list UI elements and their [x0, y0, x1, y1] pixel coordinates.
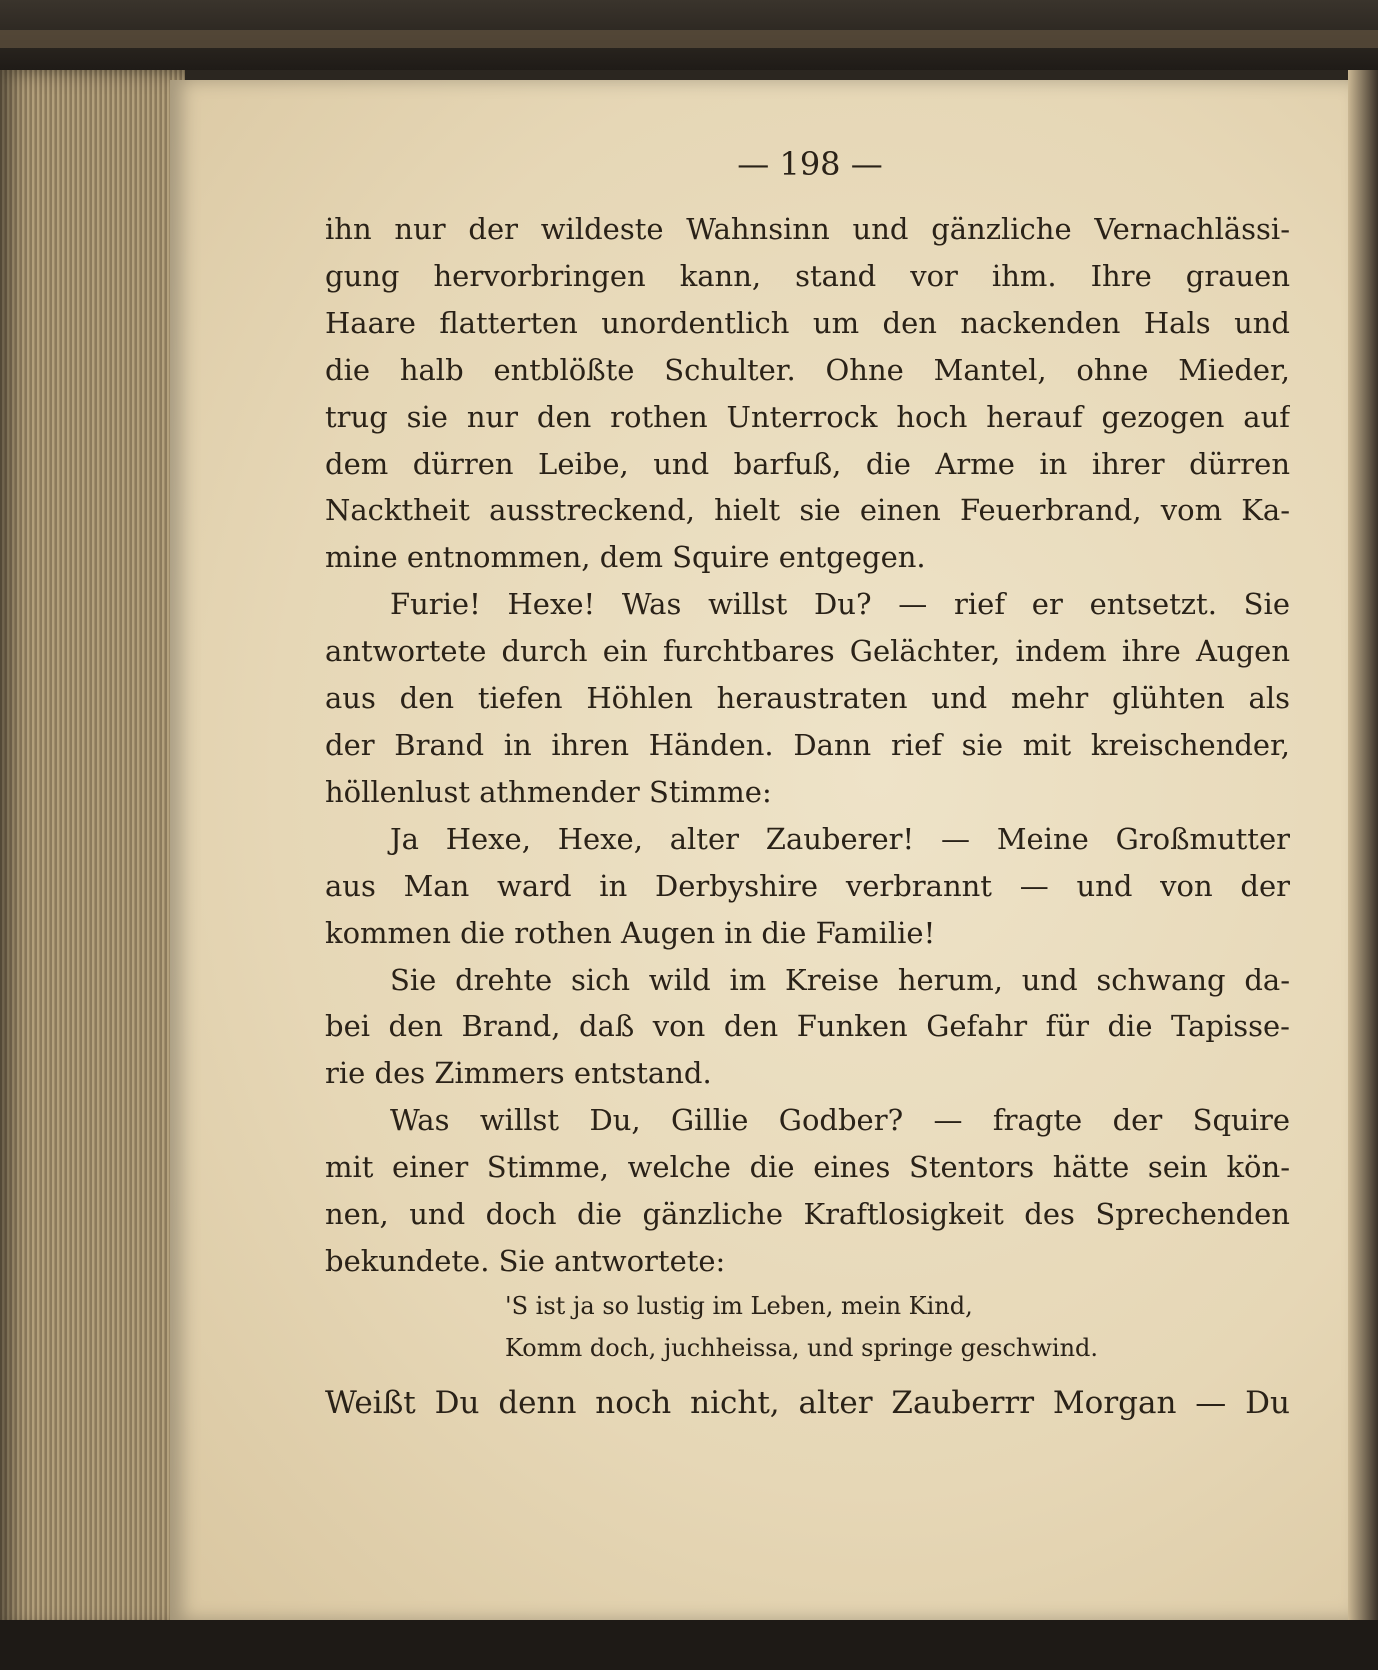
verse-block [505, 1285, 1098, 1369]
page-number: — 198 — [737, 145, 883, 183]
text-line: bekundete. Sie antwortete: [325, 1243, 726, 1278]
text-line: rie des Zimmers entstand. [325, 1056, 712, 1091]
text-line: Haare flatterten unordentlich um den nackenden Hals und [325, 305, 1290, 340]
text-line: Ja Hexe, Hexe, alter Zauberer! — Meine Großmutter [390, 821, 1290, 856]
text-line: aus Man ward in Derbyshire verbrannt — und von der [325, 868, 1290, 903]
text-line: Sie drehte sich wild im Kreise herum, und schwang da- [390, 962, 1290, 997]
book-right-edge [1348, 70, 1378, 1670]
text-line: nen, und doch die gänzliche Kraftlosigkeit des Sprechenden [325, 1197, 1290, 1232]
verse-line: Komm doch, juchheissa, und springe geschwind. [505, 1334, 1099, 1362]
background-bottom [0, 1620, 1378, 1670]
text-line: aus den tiefen Höhlen heraustraten und mehr glühten als [325, 681, 1290, 716]
text-line: Furie! Hexe! Was willst Du? — rief er entsetzt. Sie [390, 587, 1290, 622]
book-spine-top [0, 0, 1378, 70]
text-line: antwortete durch ein furchtbares Gelächter, indem ihre Augen [325, 634, 1290, 669]
text-line: höllenlust athmender Stimme: [325, 774, 772, 809]
text-line: dem dürren Leibe, und barfuß, die Arme in ihrer dürren [325, 446, 1290, 481]
text-line: der Brand in ihren Händen. Dann rief sie mit kreischender, [325, 727, 1290, 762]
page-stack-edge [0, 70, 185, 1630]
text-line: Nacktheit ausstreckend, hielt sie einen Feuerbrand, vom Ka- [325, 493, 1290, 528]
text-line: die halb entblößte Schulter. Ohne Mantel, ohne Mieder, [325, 352, 1290, 387]
text-line: trug sie nur den rothen Unterrock hoch herauf gezogen auf [325, 399, 1290, 434]
text-line: ihn nur der wildeste Wahnsinn und gänzliche Vernachlässi- [325, 212, 1290, 246]
body-text [325, 206, 1290, 1285]
catchline-text: Weißt Du denn noch nicht, alter Zauberrr Morgan — Du [325, 1385, 1290, 1421]
text-line: mine entnommen, dem Squire entgegen. [325, 540, 926, 575]
text-line: Was willst Du, Gillie Godber? — fragte der Squire [390, 1103, 1290, 1138]
text-line: kommen die rothen Augen in die Familie! [325, 915, 936, 950]
text-line: mit einer Stimme, welche die eines Stentors hätte sein kön- [325, 1150, 1290, 1185]
text-line: gung hervorbringen kann, stand vor ihm. Ihre grauen [325, 258, 1290, 293]
text-line: bei den Brand, daß von den Funken Gefahr für die Tapisse- [325, 1009, 1290, 1044]
verse-line: 'S ist ja so lustig im Leben, mein Kind, [505, 1292, 973, 1320]
